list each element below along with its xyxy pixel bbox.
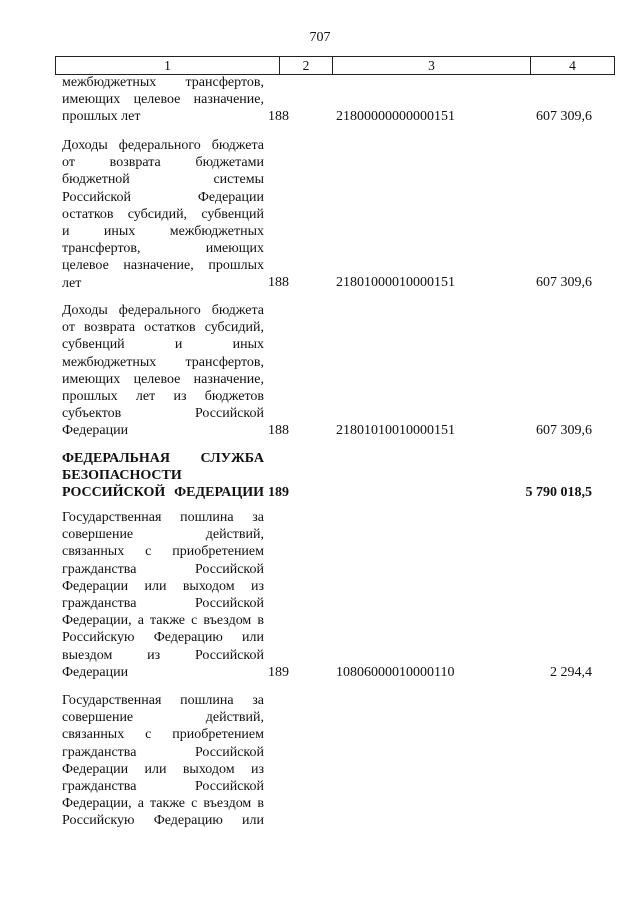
row-1-line: от возврата бюджетами bbox=[62, 155, 264, 171]
table-header bbox=[55, 56, 615, 75]
row-4-line: гражданства Российской bbox=[62, 596, 264, 612]
row-5-line: гражданства Российской bbox=[62, 744, 264, 760]
row-0-line: прошлых лет bbox=[62, 109, 141, 125]
row-1-line: остатков субсидий, субвенций bbox=[62, 206, 264, 222]
row-2-text bbox=[62, 302, 264, 440]
row-2-line: от возврата остатков субсидий, bbox=[62, 320, 264, 336]
row-0-line: межбюджетных трансфертов, bbox=[62, 75, 264, 90]
row-2-line: имеющих целевое назначение, bbox=[62, 371, 264, 387]
row-3-line: БЕЗОПАСНОСТИ bbox=[62, 468, 182, 484]
page-number: 707 bbox=[309, 30, 331, 45]
row-4-line: Государственная пошлина за bbox=[62, 510, 264, 525]
row-4-code: 10806000010000110 bbox=[336, 665, 455, 680]
row-4-line: выездом из Российской bbox=[62, 647, 264, 663]
row-2-line: прошлых лет из бюджетов bbox=[62, 389, 264, 405]
row-4-line: Федерации, а также с въездом в bbox=[62, 613, 264, 629]
row-2-amount: 607 309,6 bbox=[536, 423, 592, 438]
row-5-line: совершение действий, bbox=[62, 710, 264, 726]
row-4-line: связанных с приобретением bbox=[62, 544, 264, 560]
row-1-code: 21801000010000151 bbox=[336, 275, 455, 290]
row-1-line: целевое назначение, прошлых bbox=[62, 258, 264, 274]
row-2-line: субвенций и иных bbox=[62, 337, 264, 353]
row-5-line: Российскую Федерацию или bbox=[62, 813, 264, 829]
row-3-line: РОССИЙСКОЙ ФЕДЕРАЦИИ bbox=[62, 485, 264, 501]
row-1-line: и иных межбюджетных bbox=[62, 224, 264, 240]
row-5-line: Федерации или выходом из bbox=[62, 761, 264, 777]
row-4-line: Федерации bbox=[62, 664, 129, 680]
header-col-4: 4 bbox=[530, 57, 615, 74]
row-4-line: гражданства Российской bbox=[62, 561, 264, 577]
row-1-text bbox=[62, 137, 264, 292]
row-4-text bbox=[62, 509, 264, 681]
header-col-1: 1 bbox=[55, 57, 279, 74]
row-1-line: Доходы федерального бюджета bbox=[62, 138, 264, 153]
row-3-section-title bbox=[62, 450, 264, 502]
row-5-line: связанных с приобретением bbox=[62, 727, 264, 743]
row-5-line: Государственная пошлина за bbox=[62, 693, 264, 708]
row-0-line: имеющих целевое назначение, bbox=[62, 92, 264, 108]
row-4-line: Федерации или выходом из bbox=[62, 578, 264, 594]
header-col-3: 3 bbox=[332, 57, 530, 74]
row-0-text bbox=[62, 74, 264, 126]
row-2-line: Федерации bbox=[62, 423, 129, 439]
row-1-amount: 607 309,6 bbox=[536, 275, 592, 290]
row-2-line: субъектов Российской bbox=[62, 406, 264, 422]
row-5-text bbox=[62, 692, 264, 830]
header-col-2: 2 bbox=[279, 57, 332, 74]
row-0-amount: 607 309,6 bbox=[536, 109, 592, 124]
row-1-line: Российской Федерации bbox=[62, 189, 264, 205]
row-0-code: 21800000000000151 bbox=[336, 109, 455, 124]
row-5-line: Федерации, а также с въездом в bbox=[62, 796, 264, 812]
row-3-line: ФЕДЕРАЛЬНАЯ СЛУЖБА bbox=[62, 451, 264, 466]
row-3-amount: 5 790 018,5 bbox=[525, 485, 592, 500]
row-4-amount: 2 294,4 bbox=[550, 665, 592, 680]
row-5-line: гражданства Российской bbox=[62, 779, 264, 795]
row-4-line: Российскую Федерацию или bbox=[62, 630, 264, 646]
row-1-line: трансфертов, имеющих bbox=[62, 241, 264, 257]
row-2-line: межбюджетных трансфертов, bbox=[62, 354, 264, 370]
row-2-code: 21801010010000151 bbox=[336, 423, 455, 438]
row-4-line: совершение действий, bbox=[62, 527, 264, 543]
row-1-line: лет bbox=[62, 275, 82, 291]
row-1-line: бюджетной системы bbox=[62, 172, 264, 188]
row-2-line: Доходы федерального бюджета bbox=[62, 303, 264, 318]
